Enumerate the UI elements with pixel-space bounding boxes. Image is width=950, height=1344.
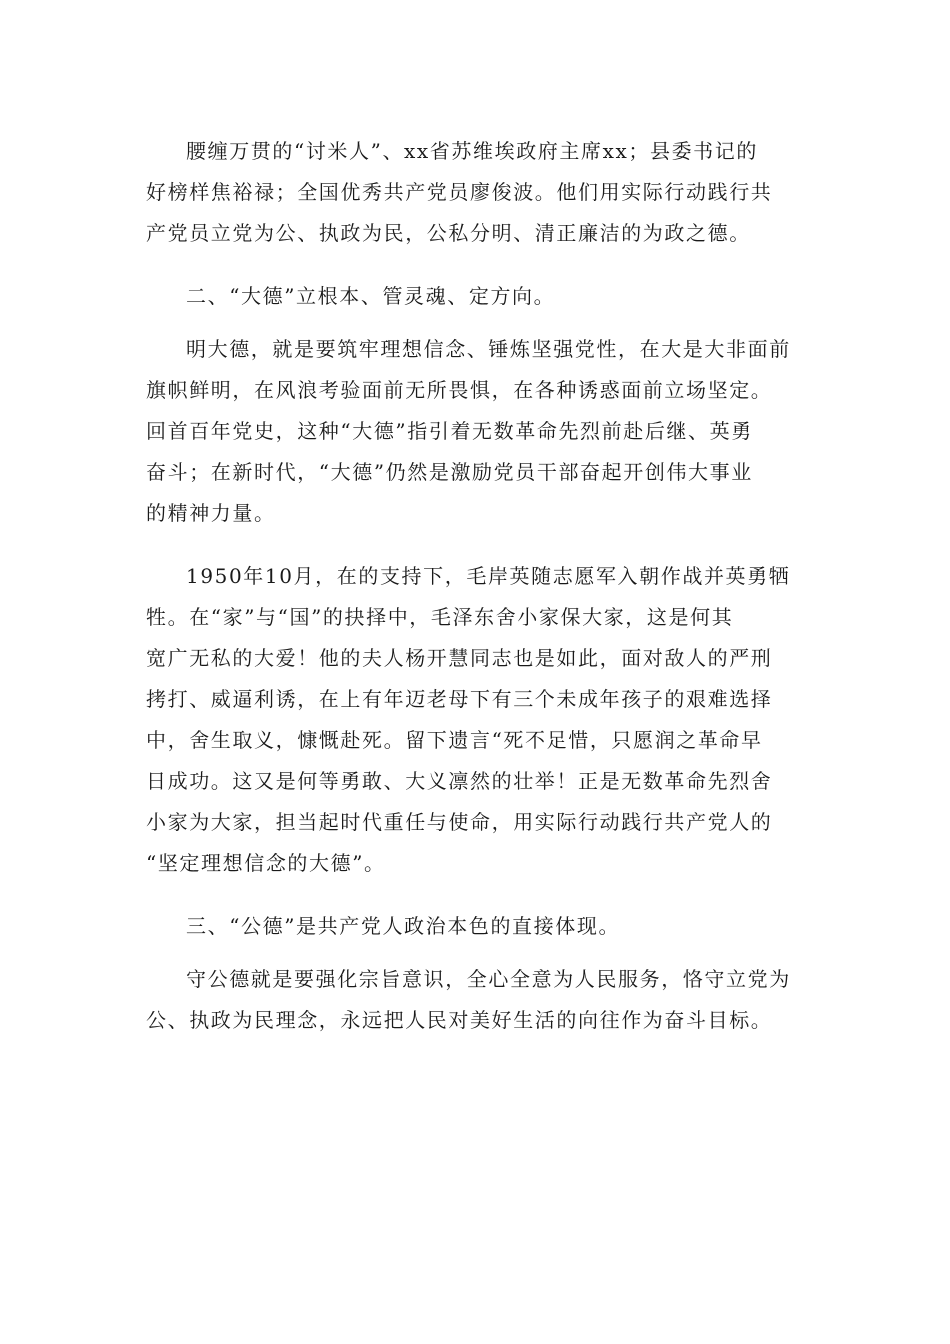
- text-line: 牲。在“家”与“国”的抉择中，毛泽东舍小家保大家，这是何其: [146, 605, 734, 629]
- text-line: 小家为大家，担当起时代重任与使命，用实际行动践行共产党人的: [146, 810, 773, 834]
- text-line: 好榜样焦裕禄；全国优秀共产党员廖俊波。他们用实际行动践行共: [146, 180, 773, 204]
- paragraph-spacer: [146, 947, 806, 959]
- text-line: 日成功。这又是何等勇敢、大义凛然的壮举！正是无数革命先烈舍: [146, 769, 773, 793]
- paragraph-spacer: [146, 317, 806, 329]
- paragraph-spacer: [146, 534, 806, 556]
- text-line: 旗帜鲜明，在风浪考验面前无所畏惧，在各种诱惑面前立场坚定。: [146, 378, 773, 402]
- text-line: 产党员立党为公、执政为民，公私分明、清正廉洁的为政之德。: [146, 221, 751, 245]
- section-heading-2: [146, 276, 806, 317]
- text-line: 二、“大德”立根本、管灵魂、定方向。: [186, 284, 556, 308]
- text-line: 奋斗；在新时代，“大德”仍然是激励党员干部奋起开创伟大事业: [146, 460, 753, 484]
- paragraph-mao-anying: [146, 556, 806, 884]
- text-line: 守公德就是要强化宗旨意识，全心全意为人民服务，恪守立党为: [186, 967, 791, 991]
- text-line: 中，舍生取义，慷慨赴死。留下遗言“死不足惜，只愿润之革命早: [146, 728, 763, 752]
- text-line: 回首百年党史，这种“大德”指引着无数革命先烈前赴后继、英勇: [146, 419, 753, 443]
- text-line: 拷打、威逼利诱，在上有年迈老母下有三个未成年孩子的艰难选择: [146, 687, 773, 711]
- paragraph-great-virtue: [146, 329, 806, 534]
- section-heading-3: [146, 906, 806, 947]
- text-line: 宽广无私的大爱！他的夫人杨开慧同志也是如此，面对敌人的严刑: [146, 646, 773, 670]
- paragraph-role-models: [146, 131, 806, 254]
- text-line: “坚定理想信念的大德”。: [146, 851, 386, 875]
- text-line: 1950年10月，在的支持下，毛岸英随志愿军入朝作战并英勇牺: [186, 564, 791, 588]
- paragraph-spacer: [146, 254, 806, 276]
- paragraph-spacer: [146, 884, 806, 906]
- text-line: 三、“公德”是共产党人政治本色的直接体现。: [186, 914, 621, 938]
- text-line: 明大德，就是要筑牢理想信念、锤炼坚强党性，在大是大非面前: [186, 337, 791, 361]
- text-line: 的精神力量。: [146, 501, 276, 525]
- paragraph-public-virtue: [146, 959, 806, 1041]
- document-body: [146, 131, 806, 1041]
- text-line: 腰缠万贯的“讨米人”、xx省苏维埃政府主席xx；县委书记的: [186, 139, 758, 163]
- text-line: 公、执政为民理念，永远把人民对美好生活的向往作为奋斗目标。: [146, 1008, 773, 1032]
